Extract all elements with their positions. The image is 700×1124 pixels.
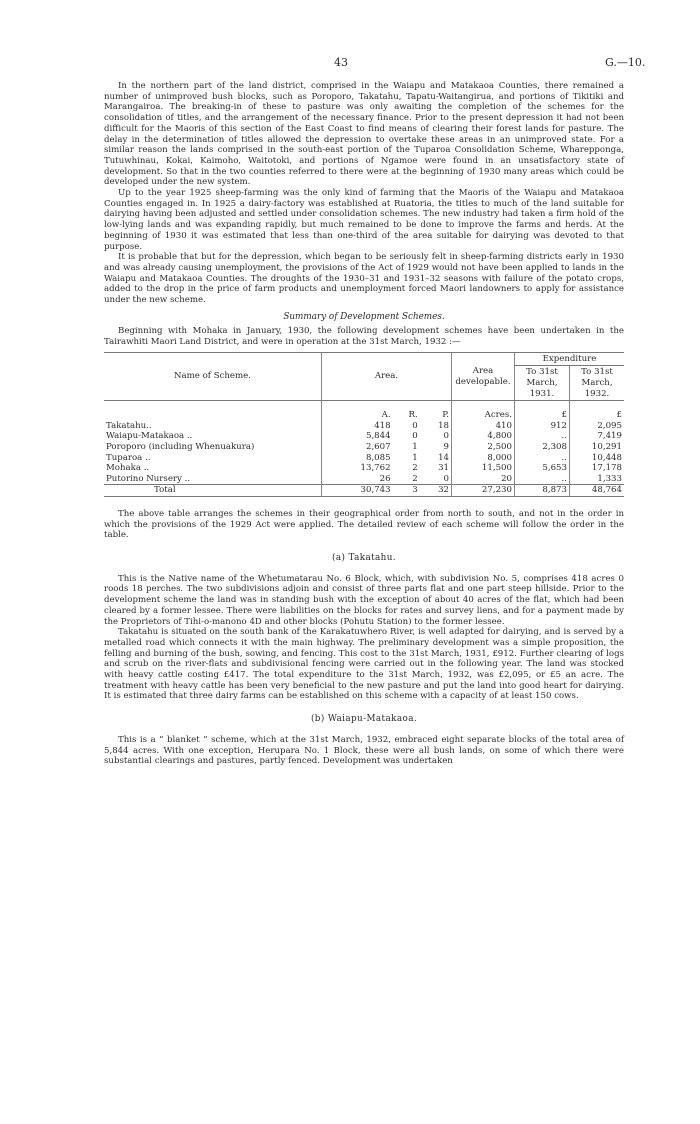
area-developable: 410 (452, 421, 515, 432)
unit-acres-a: A. (322, 401, 393, 421)
scheme-name: Tuparoa .. (106, 452, 151, 463)
area-roods: 0 (412, 431, 418, 442)
page-body (104, 81, 624, 767)
unit-acres: Acres. (452, 401, 515, 421)
total-acres: 30,743 (322, 485, 393, 497)
col-header-exp-1932: To 31st March, 1932. (570, 366, 625, 401)
scheme-name: Waiapu-Matakaoa .. (106, 431, 193, 442)
expenditure-1931: 5,653 (515, 463, 570, 474)
area-acres: 418 (322, 421, 393, 432)
table-row (104, 463, 624, 474)
area-developable: 4,800 (452, 431, 515, 442)
scheme-name: Takatahu.. (106, 420, 152, 431)
expenditure-1931: 2,308 (515, 442, 570, 453)
area-roods: 0 (412, 420, 418, 431)
total-perches: 32 (420, 485, 452, 497)
unit-roods: R. (408, 410, 418, 421)
expenditure-1932: 7,419 (570, 431, 625, 442)
expenditure-1931: .. (515, 474, 570, 485)
expenditure-1932: 1,333 (570, 474, 625, 485)
table-row (104, 474, 624, 485)
area-acres: 5,844 (322, 431, 393, 442)
expenditure-1932: 17,178 (570, 463, 625, 474)
paragraph: It is probable that but for the depression, which began to be seriously felt in sheep-farming districts early in 1930 and was already causing unemployment, the provisions of the Act of 1929 would not have been applied to lands in the Waiapu and Matakaoa Counties. The droughts of the 1930–31 and 1931–32 seasons with failure of the potato crops, added to the drop in the price of farm products and unemployment forced Maori landowners to apply for assistance under the new scheme. (104, 252, 624, 306)
section-heading: Summary of Development Schemes. (283, 311, 445, 322)
section-heading: (a) Takatahu. (331, 553, 397, 564)
area-roods: 1 (412, 441, 418, 452)
area-acres: 8,085 (322, 453, 393, 464)
expenditure-1932: 2,095 (570, 421, 625, 432)
page-number: 43 (334, 56, 348, 69)
scheme-name: Putorino Nursery .. (106, 473, 191, 484)
area-acres: 13,762 (322, 463, 393, 474)
paragraph: Takatahu is situated on the south bank of the Karakatuwhero River, is well adapted for dairying, and is served by a metalled road which connects it with the main highway. The preliminary development was a simple proposition, the felling and burning of the bush, sowing, and fencing. This cost to the 31st March, 1931, £912. Further clearing of logs and scrub on the river-flats and subdivisional fencing were carried out in the following year. The land was stocked with heavy cattle costing £417. The total expenditure to the 31st March, 1932, was £2,095, or £5 an acre. The treatment with heavy cattle has been very beneficial to the new pasture and put the land into good heart for dairying. It is estimated that three dairy farms can be established on this scheme with a capacity of at least 150 cows. (104, 627, 624, 702)
total-label: Total (104, 485, 322, 497)
unit-pound: £ (570, 401, 625, 421)
area-perches: 0 (443, 473, 449, 484)
area-perches: 31 (438, 463, 449, 474)
area-developable: 11,500 (452, 463, 515, 474)
unit-pound: £ (515, 401, 570, 421)
area-perches: 0 (443, 431, 449, 442)
paragraph: This is the Native name of the Whetumatarau No. 6 Block, which, with subdivision No. 5, comprises 418 acres 0 roods 18 perches. The two subdivisions adjoin and consist of three parts flat and one part steep hillside. Prior to the development scheme the land was in standing bush with the exception of about 40 acres of the flat, which had been cleared by a former lessee. There were liabilities on the blocks for rates and survey liens, and for a payment made by the Proprietors of Tihi-o-manono 4D and other blocks (Pohutu Station) to the former lessee. (104, 573, 624, 627)
col-header-developable: Area developable. (452, 352, 515, 400)
total-expenditure-1931: 8,873 (515, 485, 570, 497)
area-acres: 2,607 (322, 442, 393, 453)
col-header-exp-1931: To 31st March, 1931. (515, 366, 570, 401)
paragraph: The above table arranges the schemes in their geographical order from north to south, and not in the order in which the provisions of the 1929 Act were applied. The detailed review of each scheme will follow the order in the table. (104, 508, 624, 541)
table-row (104, 421, 624, 432)
page-reference: G.—10. (605, 56, 646, 69)
area-perches: 14 (438, 452, 449, 463)
paragraph: Up to the year 1925 sheep-farming was the only kind of farming that the Maoris of the Waiapu and Matakaoa Counties engaged in. In 1925 a dairy-factory was established at Ruatoria, the titles to much of the land suitable for dairying having been adjusted and settled under consolidation schemes. The new industry had taken a firm hold of the low-lying lands and was expanding rapidly, but much remained to be done to improve the farms and herds. At the beginning of 1930 it was estimated that less than one-third of the area suitable for dairying was devoted to that purpose. (104, 188, 624, 252)
paragraph: In the northern part of the land district, comprised in the Waiapu and Matakaoa Counties, there remained a number of unimproved bush blocks, such as Poroporo, Takatahu, Tapatu-Waitangirua, and portions of Tikitiki and Marangairoa. The breaking-in of these to pasture was only awaiting the completion of the schemes for the consolidation of titles, and the arrangement of the necessary finance. Prior to the present depression it had not been difficult for the Maoris of this section of the East Coast to find means of clearing their forest lands for pasture. The delay in the determination of titles allowed the depression to overtake these areas in an unimproved state. For a similar reason the lands comprised in the south-east portion of the Tuparoa Consolidation Scheme, Wharepponga, Tutuwhinau, Kokai, Kaimoho, Waitotoki, and portions of Ngamoe were found in an unsatisfactory state of development. So that in the two counties referred to there were at the beginning of 1930 many areas which could be developed under the new system. (104, 81, 624, 188)
expenditure-1931: .. (515, 453, 570, 464)
area-developable: 2,500 (452, 442, 515, 453)
total-roods: 3 (393, 485, 420, 497)
area-perches: 9 (443, 441, 449, 452)
area-roods: 2 (412, 463, 418, 474)
expenditure-1932: 10,291 (570, 442, 625, 453)
expenditure-1931: .. (515, 431, 570, 442)
paragraph: Beginning with Mohaka in January, 1930, the following development schemes have been undertaken in the Tairawhiti Maori Land District, and were in operation at the 31st March, 1932 :— (104, 326, 624, 348)
scheme-name: Poroporo (including Whenuakura) (106, 441, 255, 452)
col-header-name: Name of Scheme. (104, 352, 322, 400)
table-row (104, 442, 624, 453)
scheme-name: Mohaka .. (106, 463, 150, 474)
area-developable: 8,000 (452, 453, 515, 464)
area-roods: 2 (412, 473, 418, 484)
table-row (104, 453, 624, 464)
page-header (0, 56, 700, 72)
expenditure-1932: 10,448 (570, 453, 625, 464)
table-row (104, 431, 624, 442)
schemes-table (104, 352, 624, 497)
col-header-expenditure: Expenditure (515, 352, 625, 366)
section-heading: (b) Waiapu-Matakaoa. (310, 714, 418, 725)
area-developable: 20 (452, 474, 515, 485)
table-total-row (104, 485, 624, 497)
unit-perches: P. (442, 410, 449, 421)
paragraph: This is a “ blanket ” scheme, which at the 31st March, 1932, embraced eight separate blocks of the total area of 5,844 acres. With one exception, Herupara No. 1 Block, these were all bush lands, on some of which there were substantial clearings and pastures, partly fenced. Development was undertaken (104, 734, 624, 767)
total-developable: 27,230 (452, 485, 515, 497)
area-roods: 1 (412, 452, 418, 463)
col-header-area: Area. (322, 352, 452, 400)
total-expenditure-1932: 48,764 (570, 485, 625, 497)
area-acres: 26 (322, 474, 393, 485)
area-perches: 18 (438, 420, 449, 431)
expenditure-1931: 912 (515, 421, 570, 432)
